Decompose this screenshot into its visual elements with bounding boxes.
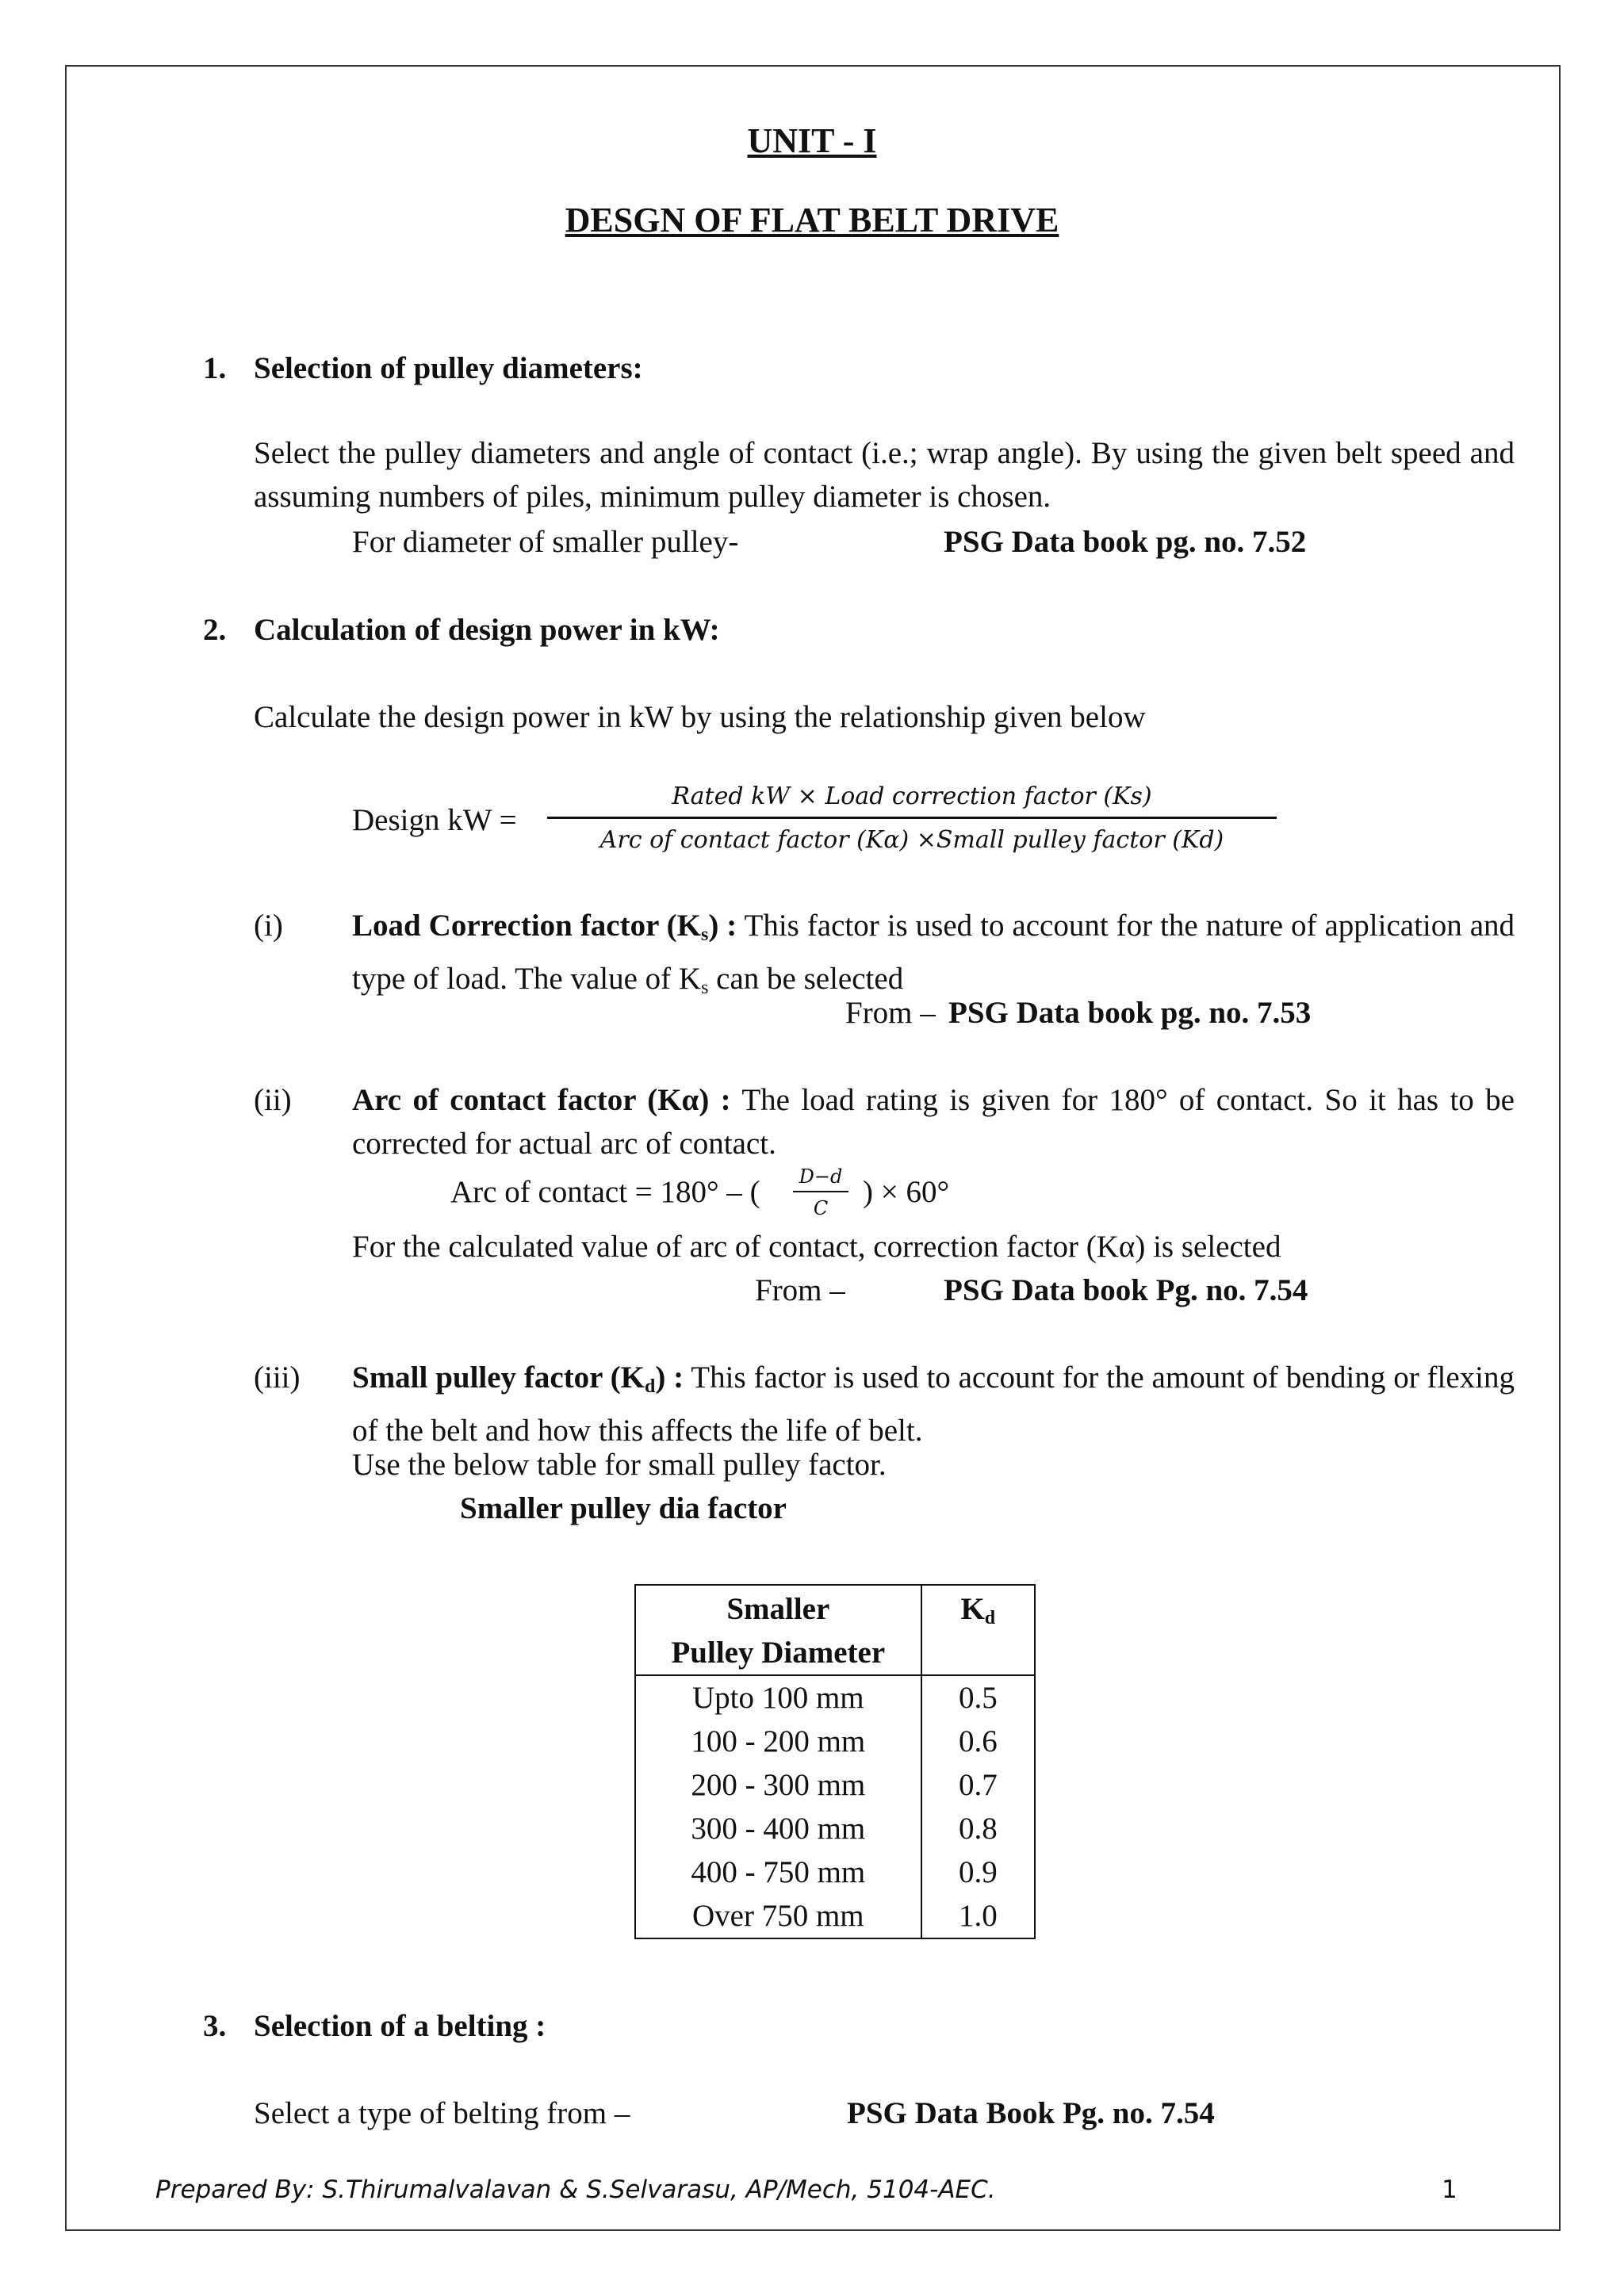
table-header-kd: $K_d$ [921, 1585, 1035, 1675]
arc-contact-numerator: D−d [799, 1165, 843, 1188]
section-2-number: 2. [203, 613, 227, 647]
design-kw-fraction-bar [547, 817, 1277, 819]
item-i-paragraph: Load Correction factor $(K_s)$ : This factor is used to account for the nature of application and type of load. The value of $K_s$ can be selected [352, 909, 1515, 998]
table-header-row [635, 1585, 1035, 1675]
page-number: 1 [1442, 2175, 1457, 2204]
section-3-ref-label: Select a type of belting from – [254, 2096, 630, 2130]
item-ii-paragraph: Arc of contact factor (Kα) : The load rating is given for 180° of contact. So it has to be corrected for actual arc of contact. [352, 1083, 1515, 1161]
arc-contact-denominator: C [813, 1197, 829, 1219]
item-i-ref-label: From – [845, 996, 936, 1030]
item-iii-paragraph: Small pulley factor $(K_d)$ : This factor is used to account for the amount of bending or flexing of the belt and how this affects the life of belt. [352, 1360, 1515, 1448]
section-1-number: 1. [203, 351, 227, 385]
design-kw-denominator: Arc of contact factor (Kα) ×Small pulley factor (Kd) [599, 826, 1224, 854]
item-iii-line: Use the below table for small pulley factor. [352, 1448, 887, 1482]
unit-title: UNIT - I [747, 121, 877, 160]
table-row [635, 1675, 1035, 1720]
arc-contact-tail: ) × 60° [863, 1175, 950, 1209]
table-header-diameter: Smaller Pulley Diameter [635, 1585, 921, 1675]
section-1-ref-label: For diameter of smaller pulley- [352, 525, 739, 559]
table-cell: 200 - 300 mm [635, 1763, 921, 1807]
table-cell: 0.8 [921, 1807, 1035, 1850]
section-2-paragraph: Calculate the design power in kW by using the relationship given below [254, 700, 1146, 734]
item-ii-line: For the calculated value of arc of contact, correction factor (Kα) is selected [352, 1230, 1281, 1264]
item-i-number: (i) [254, 909, 283, 943]
design-kw-label: Design kW = [352, 803, 517, 837]
table-cell: 400 - 750 mm [635, 1850, 921, 1894]
table-cell: 0.5 [921, 1675, 1035, 1720]
table-row [635, 1850, 1035, 1894]
item-iii-number: (iii) [254, 1360, 301, 1395]
table-cell: Upto 100 mm [635, 1675, 921, 1720]
table-row [635, 1894, 1035, 1938]
arc-contact-label: Arc of contact = 180° – ( [450, 1175, 760, 1209]
section-3-ref: PSG Data Book Pg. no. 7.54 [847, 2096, 1215, 2130]
section-1-ref: PSG Data book pg. no. 7.52 [944, 525, 1307, 559]
design-kw-numerator: Rated kW × Load correction factor (Ks) [672, 783, 1152, 810]
table-cell: 300 - 400 mm [635, 1807, 921, 1850]
page-title: DESGN OF FLAT BELT DRIVE [565, 201, 1059, 239]
table-row [635, 1807, 1035, 1850]
section-3-heading: Selection of a belting : [254, 2009, 546, 2043]
item-ii-number: (ii) [254, 1083, 292, 1117]
section-2-heading: Calculation of design power in kW: [254, 613, 720, 647]
item-i-ref: PSG Data book pg. no. 7.53 [948, 996, 1312, 1030]
table-cell: 0.6 [921, 1720, 1035, 1763]
table-cell: 0.7 [921, 1763, 1035, 1807]
section-1-heading: Selection of pulley diameters: [254, 351, 643, 385]
table-cell: 100 - 200 mm [635, 1720, 921, 1763]
table-caption: Smaller pulley dia factor [460, 1491, 787, 1525]
item-ii-ref-label: From – [755, 1273, 845, 1307]
table-cell: 0.9 [921, 1850, 1035, 1894]
table-row [635, 1720, 1035, 1763]
table-cell: 1.0 [921, 1894, 1035, 1938]
table-cell: Over 750 mm [635, 1894, 921, 1938]
pulley-factor-table [634, 1584, 1036, 1939]
section-1-paragraph: Select the pulley diameters and angle of contact (i.e.; wrap angle). By using the given belt speed and assuming numbers of piles, minimum pulley diameter is chosen. [254, 436, 1515, 514]
arc-contact-fraction-bar [793, 1191, 848, 1192]
footer-credit: Prepared By: S.Thirumalvalavan & S.Selvarasu, AP/Mech, 5104-AEC. [155, 2175, 996, 2204]
section-3-number: 3. [203, 2009, 227, 2043]
table-row [635, 1763, 1035, 1807]
item-ii-ref: PSG Data book Pg. no. 7.54 [944, 1273, 1308, 1307]
